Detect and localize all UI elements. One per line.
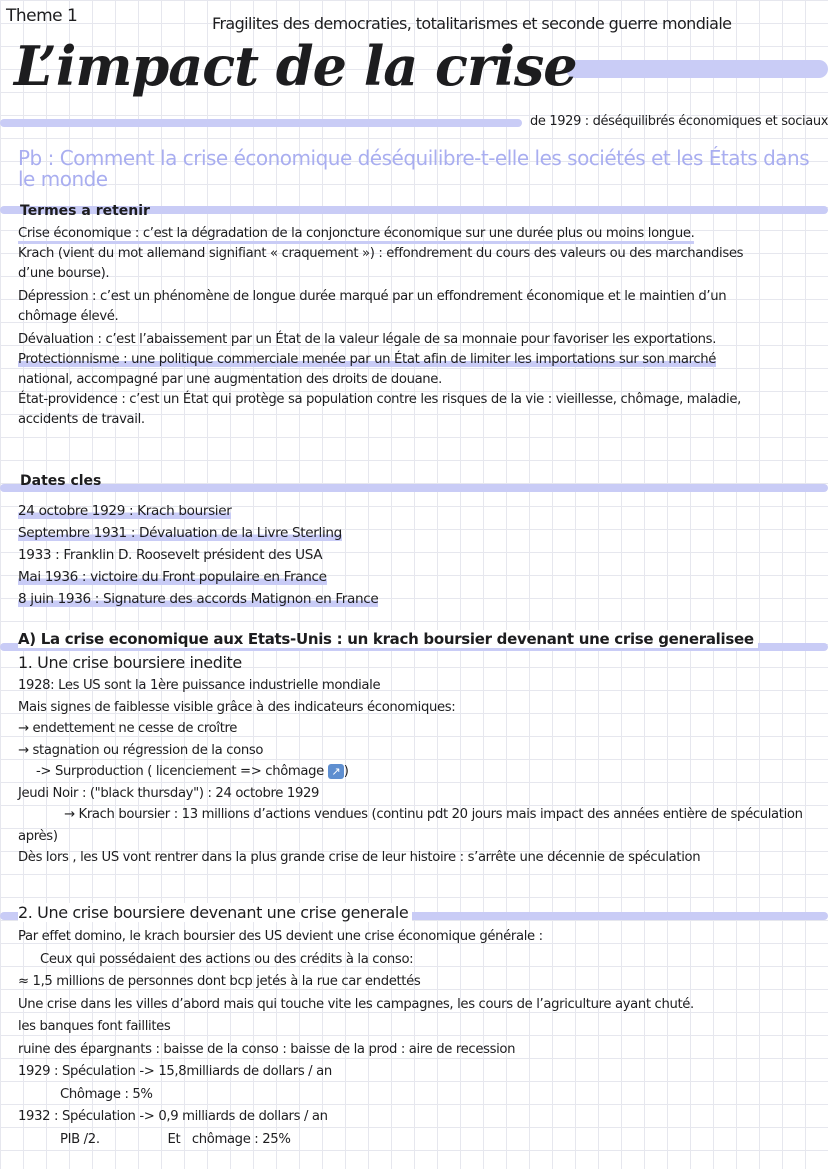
subtitle-bar	[0, 119, 522, 127]
term-line: Protectionnisme : une politique commerciale menée par un État afin de limiter les importations sur son marché	[18, 352, 717, 367]
date-line: 24 octobre 1929 : Krach boursier	[18, 503, 232, 519]
body-line: 1929 : Spéculation -> 15,8milliards de dollars / an	[18, 1064, 332, 1079]
body-line: -> Surproduction ( licenciement => chômage ↗ )	[36, 764, 349, 779]
body-line: ruine des épargnants : baisse de la conso : baisse de la prod : aire de recession	[18, 1041, 516, 1057]
terms-heading: Termes a retenir	[20, 203, 150, 219]
dates-bar	[0, 484, 828, 492]
term-line: Crise économique : c’est la dégradation de la conjoncture économique sur une durée plus ou moins longue.	[18, 224, 743, 244]
body-line: 1932 : Spéculation -> 0,9 milliards de dollars / an	[18, 1109, 328, 1124]
body-line: Ceux qui possédaient des actions ou des crédits à la conso:	[40, 951, 414, 967]
date-line: Septembre 1931 : Dévaluation de la Livre Sterling	[18, 525, 342, 541]
subsection-2-body	[18, 926, 694, 1151]
term-line: d’une bourse).	[18, 266, 110, 281]
body-line: les banques font faillites	[18, 1019, 171, 1034]
body-line: après)	[18, 828, 58, 844]
date-line: Mai 1936 : victoire du Front populaire en France	[18, 569, 327, 585]
page-title: L’impact de la crise	[14, 34, 577, 98]
title-bar-right	[566, 60, 828, 78]
date-line: 1933 : Franklin D. Roosevelt président des USA	[18, 547, 323, 563]
subsection-1-body	[18, 675, 803, 869]
body-line: → stagnation ou régression de la conso	[18, 742, 264, 758]
subject-line: Fragilites des democraties, totalitarismes et seconde guerre mondiale	[212, 14, 732, 33]
body-line: ≈ 1,5 millions de personnes dont bcp jetés à la rue car endettés	[18, 974, 421, 989]
subsection-1-title: 1. Une crise boursiere inedite	[18, 653, 242, 672]
term-line: chômage élevé.	[18, 309, 119, 324]
term-line: accidents de travail.	[18, 412, 145, 427]
date-line: 8 juin 1936 : Signature des accords Matignon en France	[18, 591, 379, 607]
body-line: Mais signes de faiblesse visible grâce à des indicateurs économiques:	[18, 699, 456, 715]
problem-line-1: Pb : Comment la crise économique déséquilibre-t-elle les sociétés et les États dans	[18, 146, 810, 170]
body-line: Jeudi Noir : ("black thursday") : 24 octobre 1929	[18, 785, 320, 801]
terms-list	[18, 224, 743, 430]
body-line: Par effet domino, le krach boursier des US devient une crise économique générale :	[18, 929, 543, 944]
term-line: national, accompagné par une augmentation des droits de douane.	[18, 372, 442, 387]
dates-heading: Dates cles	[20, 473, 102, 489]
theme-label: Theme 1	[6, 6, 78, 26]
problem-statement	[18, 148, 809, 190]
problem-line-2: le monde	[18, 167, 108, 191]
section-a-heading: A) La crise economique aux Etats-Unis : un krach boursier devenant une crise generalisee	[18, 630, 758, 648]
term-line: État-providence : c’est un État qui protège sa population contre les risques de la vie : vieillesse, chômage, maladie,	[18, 392, 741, 407]
arrow-up-right-icon: ↗	[328, 764, 344, 779]
body-line: Dès lors , les US vont rentrer dans la plus grande crise de leur histoire : s’arrête une décennie de spéculation	[18, 850, 701, 865]
body-line: → endettement ne cesse de croître	[18, 721, 238, 736]
body-line: → Krach boursier : 13 millions d’actions vendues (continu pdt 20 jours mais impact des années entière de spéculation	[64, 807, 803, 822]
body-line: Chômage : 5%	[60, 1086, 153, 1102]
dates-list	[18, 500, 378, 610]
subtitle: de 1929 : déséquilibrés économiques et sociaux	[530, 114, 828, 129]
subsection-2-title: 2. Une crise boursiere devenant une crise generale	[18, 903, 412, 922]
term-line: Dépression : c’est un phénomène de longue durée marqué par un effondrement économique et le maintien d’un	[18, 289, 727, 304]
body-line: Une crise dans les villes d’abord mais qui touche vite les campagnes, les cours de l’agriculture ayant chuté.	[18, 996, 694, 1012]
term-line: Krach (vient du mot allemand signifiant « craquement ») : effondrement du cours des valeurs ou des marchandises	[18, 246, 744, 261]
body-line: 1928: Les US sont la 1ère puissance industrielle mondiale	[18, 678, 381, 693]
body-line: PIB /2. Et chômage : 25%	[60, 1131, 291, 1147]
term-line: Dévaluation : c’est l’abaissement par un État de la valeur légale de sa monnaie pour favoriser les exportations.	[18, 332, 717, 347]
